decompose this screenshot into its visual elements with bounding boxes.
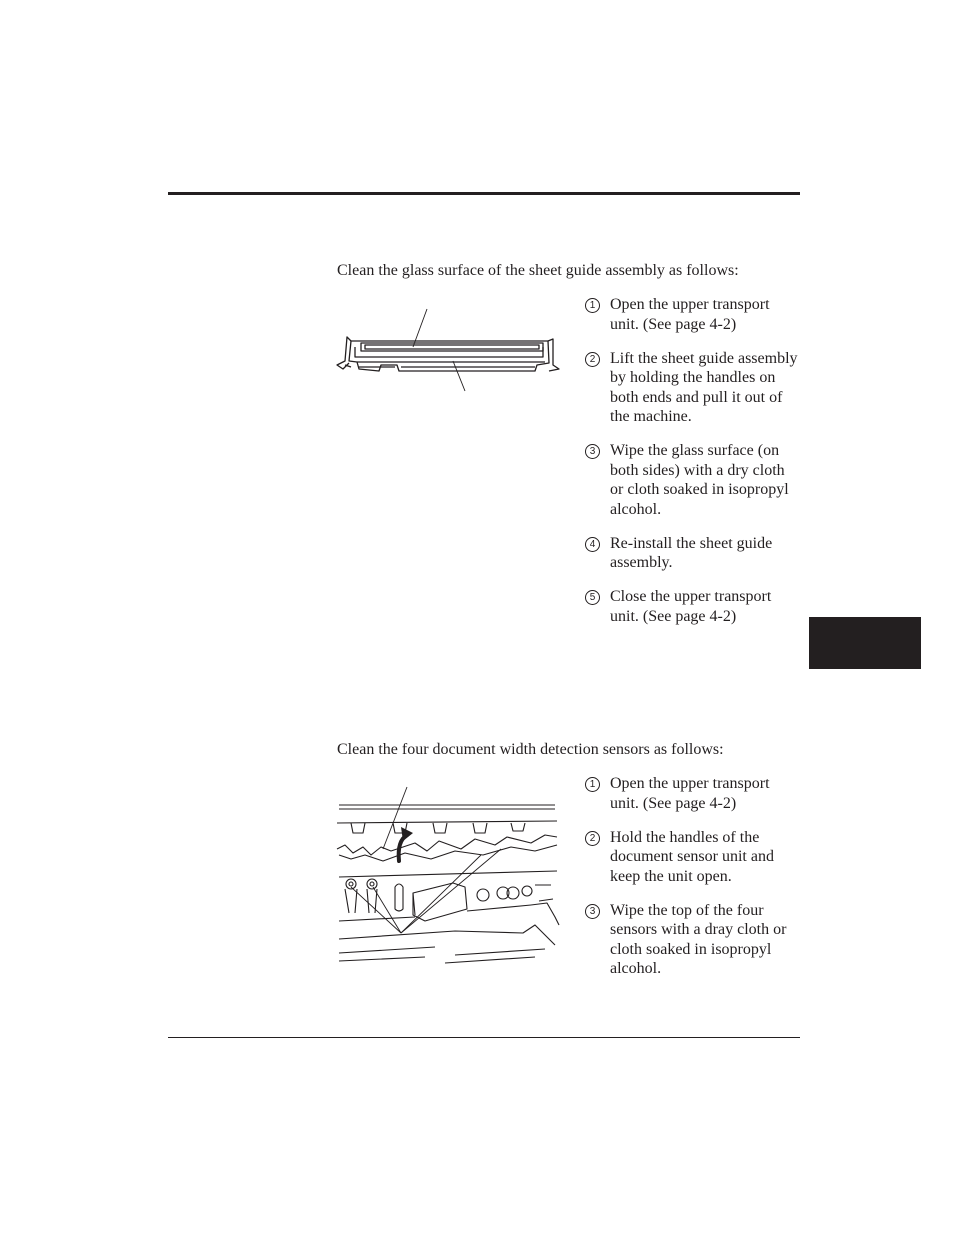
list-item [585,774,800,813]
list-item [585,295,800,334]
list-item [585,349,800,427]
section2-steps [585,774,800,993]
step-number: 5 [585,590,600,605]
step-text: Open the upper transport unit. (See page 4-2) [610,775,770,812]
step-text: Lift the sheet guide assembly by holding the handles on both ends and pull it out of the machine. [610,349,798,425]
section1-steps [585,295,800,641]
step-number: 2 [585,352,600,367]
step-number: 3 [585,904,600,919]
list-item [585,441,800,519]
step-number: 2 [585,831,600,846]
sheet-guide-assembly-illustration [335,305,560,395]
section1-intro: Clean the glass surface of the sheet guide assembly as follows: [337,262,739,279]
document-width-sensors-illustration [335,785,560,970]
step-text: Hold the handles of the document sensor unit and keep the unit open. [610,828,774,885]
step-text: Open the upper transport unit. (See page 4-2) [610,296,770,333]
step-text: Close the upper transport unit. (See page 4-2) [610,588,772,625]
top-rule [168,192,800,195]
step-number: 1 [585,777,600,792]
step-number: 4 [585,537,600,552]
bottom-rule [168,1037,800,1038]
step-text: Wipe the top of the four sensors with a dray cloth or cloth soaked in isopropyl alcohol. [610,901,787,977]
chapter-tab [809,617,921,669]
list-item [585,587,800,626]
list-item [585,901,800,979]
step-text: Wipe the glass surface (on both sides) with a dry cloth or cloth soaked in isopropyl alcohol. [610,442,789,518]
step-number: 1 [585,298,600,313]
step-number: 3 [585,444,600,459]
step-text: Re-install the sheet guide assembly. [610,534,773,571]
list-item [585,828,800,887]
section2-intro: Clean the four document width detection sensors as follows: [337,741,724,758]
list-item [585,534,800,573]
